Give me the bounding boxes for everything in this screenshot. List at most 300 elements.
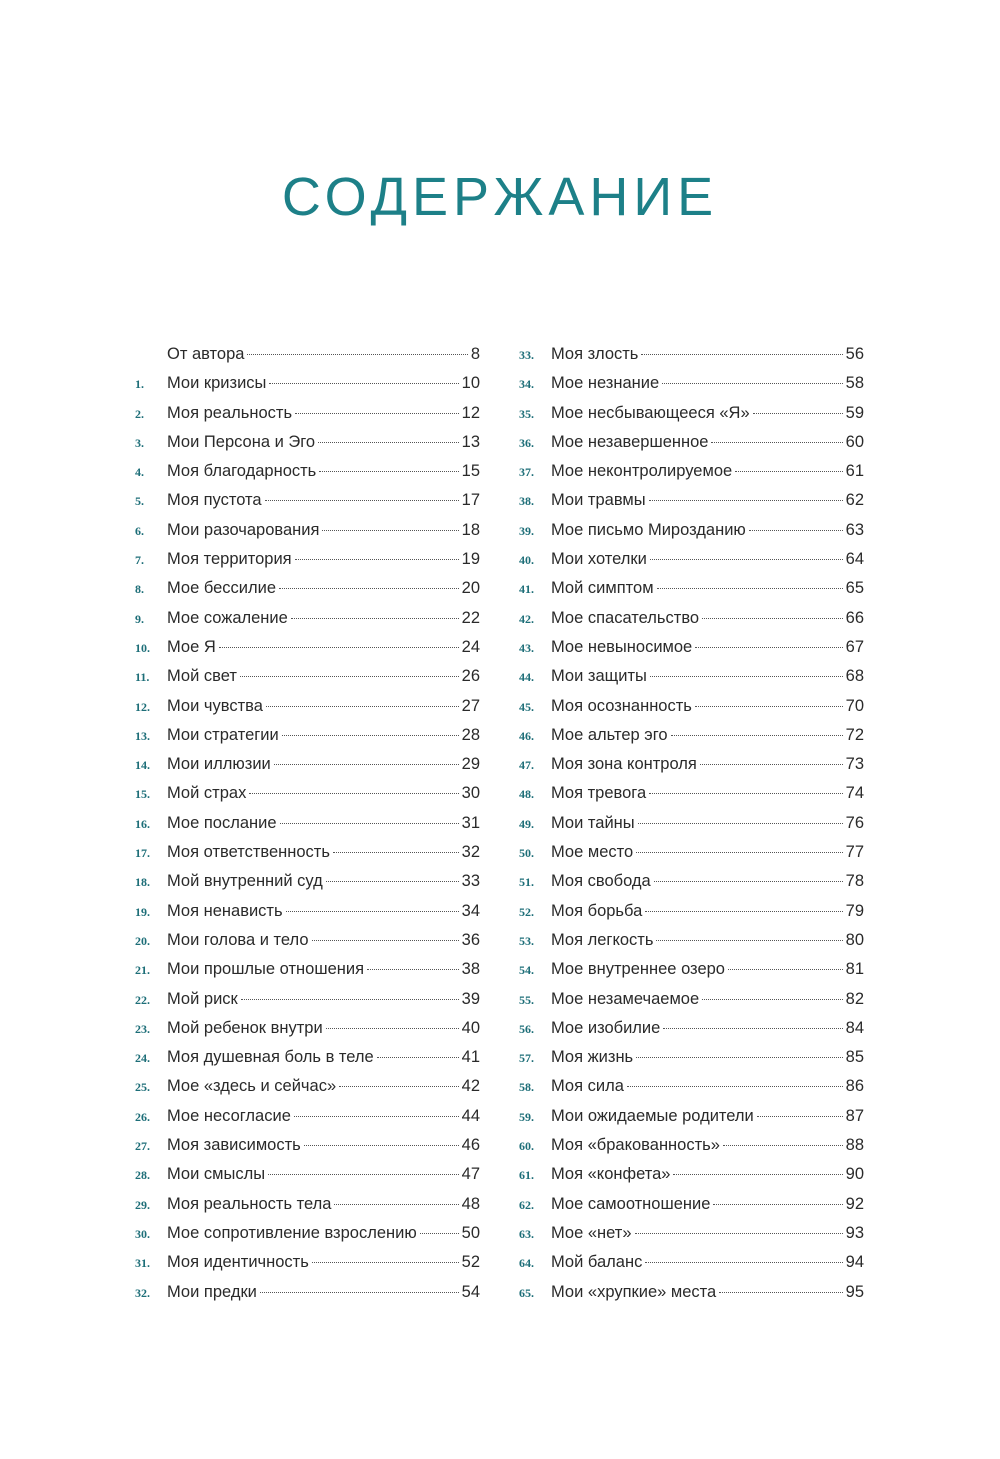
toc-entry-number: 5. — [135, 494, 144, 509]
toc-entry-title: Моя свобода — [551, 872, 651, 891]
toc-entry-title: Моя осознанность — [551, 696, 692, 715]
toc-entry[interactable] — [135, 462, 480, 491]
toc-entry-page: 84 — [845, 1018, 864, 1037]
toc-entry-page: 46 — [461, 1136, 480, 1155]
toc-entry-page: 8 — [470, 345, 480, 363]
toc-entry-title: Мои прошлые отношения — [167, 960, 365, 979]
dot-leader — [723, 1145, 843, 1146]
toc-entry[interactable] — [135, 1283, 480, 1312]
toc-entry-number: 9. — [135, 611, 144, 626]
toc-entry-number: 60. — [519, 1139, 534, 1154]
toc-entry[interactable] — [135, 491, 480, 520]
toc-entry-title: Моя ответственность — [167, 843, 330, 862]
toc-entry-number: 15. — [135, 787, 150, 802]
toc-entry-number: 16. — [135, 816, 150, 831]
toc-entry-title: Мое неконтролируемое — [551, 462, 733, 481]
toc-entry-number: 54. — [519, 963, 534, 978]
toc-entry[interactable] — [135, 814, 480, 843]
dot-leader — [334, 1204, 458, 1205]
toc-entry-number: 51. — [519, 875, 534, 890]
toc-entry-number: 2. — [135, 406, 144, 421]
dot-leader — [420, 1233, 459, 1234]
toc-entry[interactable] — [519, 726, 864, 755]
dot-leader — [312, 1262, 459, 1263]
toc-entry-page: 31 — [461, 813, 480, 832]
toc-entry-page: 86 — [845, 1077, 864, 1096]
toc-entry[interactable] — [519, 404, 864, 433]
toc-entry-title: Мои ожидаемые родители — [551, 1106, 754, 1125]
toc-entry-number: 59. — [519, 1109, 534, 1124]
dot-leader — [641, 354, 842, 355]
toc-entry-page: 13 — [461, 432, 480, 451]
toc-entry-title: Мое спасательство — [551, 608, 700, 627]
toc-entry-title: Моя сила — [551, 1077, 624, 1096]
dot-leader — [295, 559, 459, 560]
toc-entry-page: 88 — [845, 1136, 864, 1155]
toc-entry-number: 17. — [135, 846, 150, 861]
toc-entry-page: 10 — [461, 374, 480, 393]
toc-entry-title: Мои чувства — [167, 696, 263, 715]
toc-entry-page: 60 — [845, 432, 864, 451]
toc-entry-page: 65 — [845, 579, 864, 598]
toc-entry[interactable] — [135, 1077, 480, 1106]
toc-entry-title: От автора — [167, 345, 245, 363]
toc-entry-page: 80 — [845, 930, 864, 949]
dot-leader — [753, 413, 843, 414]
toc-entry-number: 63. — [519, 1226, 534, 1241]
dot-leader — [654, 881, 843, 882]
toc-entry-number: 25. — [135, 1080, 150, 1095]
toc-entry-title: Мое незавершенное — [551, 432, 709, 451]
dot-leader — [367, 969, 459, 970]
toc-entry[interactable] — [519, 990, 864, 1019]
toc-entry-page: 26 — [461, 667, 480, 686]
toc-entry-number: 14. — [135, 758, 150, 773]
toc-entry-title: Мой баланс — [551, 1253, 643, 1272]
dot-leader — [636, 1057, 842, 1058]
toc-entry-title: Моя ненависть — [167, 901, 283, 920]
toc-entry-number: 65. — [519, 1285, 534, 1300]
dot-leader — [656, 940, 842, 941]
toc-entry-title: Мое несбывающееся «Я» — [551, 403, 750, 422]
dot-leader — [280, 823, 459, 824]
toc-entry[interactable] — [135, 902, 480, 931]
dot-leader — [333, 852, 459, 853]
toc-entry[interactable] — [519, 1224, 864, 1253]
toc-entry-number: 36. — [519, 435, 534, 450]
toc-entry-page: 12 — [461, 403, 480, 422]
dot-leader — [322, 530, 458, 531]
toc-entry[interactable] — [519, 697, 864, 726]
toc-entry-title: Мое место — [551, 843, 634, 862]
toc-entry[interactable] — [135, 1019, 480, 1048]
toc-entry[interactable] — [135, 990, 480, 1019]
toc-entry-number: 57. — [519, 1051, 534, 1066]
toc-entry-page: 58 — [845, 374, 864, 393]
toc-entry-number: 38. — [519, 494, 534, 509]
toc-entry-title: Мои «хрупкие» места — [551, 1282, 717, 1301]
toc-entry[interactable] — [519, 872, 864, 901]
toc-entry-page: 61 — [845, 462, 864, 481]
toc-entry[interactable] — [519, 462, 864, 491]
toc-entry-number: 53. — [519, 933, 534, 948]
toc-entry-title: Мое альтер эго — [551, 725, 668, 744]
toc-entry-page: 73 — [845, 755, 864, 774]
toc-entry-title: Мое бессилие — [167, 579, 277, 598]
toc-entry[interactable] — [135, 433, 480, 462]
toc-entry[interactable] — [135, 872, 480, 901]
toc-entry-page: 48 — [461, 1194, 480, 1213]
toc-entry-page: 18 — [461, 520, 480, 539]
toc-entry[interactable] — [135, 521, 480, 550]
dot-leader — [274, 764, 459, 765]
toc-entry-number: 24. — [135, 1051, 150, 1066]
toc-entry-number: 33. — [519, 348, 534, 362]
toc-entry[interactable] — [519, 814, 864, 843]
toc-entry-number: 12. — [135, 699, 150, 714]
toc-entry-number: 46. — [519, 728, 534, 743]
dot-leader — [636, 852, 842, 853]
toc-entry-page: 78 — [845, 872, 864, 891]
toc-entry-title: Моя благодарность — [167, 462, 317, 481]
toc-entry-page: 87 — [845, 1106, 864, 1125]
dot-leader — [266, 706, 459, 707]
toc-entry-number: 48. — [519, 787, 534, 802]
dot-leader — [650, 559, 843, 560]
toc-entry-title: Мои тайны — [551, 813, 635, 832]
dot-leader — [635, 1233, 843, 1234]
toc-left-column — [135, 345, 480, 1312]
toc-entry-number: 42. — [519, 611, 534, 626]
toc-entry-page: 33 — [461, 872, 480, 891]
toc-entry-number: 10. — [135, 640, 150, 655]
toc-entry-title: Мое послание — [167, 813, 277, 832]
toc-entry-number: 56. — [519, 1021, 534, 1036]
toc-entry-title: Моя жизнь — [551, 1048, 634, 1067]
toc-entry-page: 66 — [845, 608, 864, 627]
toc-entry-page: 42 — [461, 1077, 480, 1096]
toc-entry-title: Мое незамечаемое — [551, 989, 700, 1008]
toc-entry-page: 15 — [461, 462, 480, 481]
toc-entry-title: Мой риск — [167, 989, 238, 1008]
toc-entry[interactable] — [519, 1136, 864, 1165]
toc-entry-number: 55. — [519, 992, 534, 1007]
toc-entry-title: Мой страх — [167, 784, 247, 803]
dot-leader — [268, 1174, 459, 1175]
toc-entry-title: Мое Я — [167, 637, 216, 656]
toc-entry[interactable] — [135, 726, 480, 755]
toc-entry-page: 70 — [845, 696, 864, 715]
toc-entry-title: Моя «бракованность» — [551, 1136, 720, 1155]
dot-leader — [700, 764, 843, 765]
toc-entry[interactable] — [135, 1048, 480, 1077]
toc-entry[interactable] — [135, 1253, 480, 1282]
toc-entry-title: Мои хотелки — [551, 550, 647, 569]
toc-entry-page: 39 — [461, 989, 480, 1008]
toc-entry-page: 29 — [461, 755, 480, 774]
toc-entry-title: Моя злость — [551, 345, 639, 363]
toc-entry-page: 34 — [461, 901, 480, 920]
toc-entry-page: 93 — [845, 1223, 864, 1242]
dot-leader — [695, 706, 843, 707]
toc-entry-title: Моя зависимость — [167, 1136, 301, 1155]
toc-entry[interactable] — [135, 1224, 480, 1253]
toc-entry[interactable] — [135, 755, 480, 784]
dot-leader — [219, 647, 459, 648]
toc-entry-number: 22. — [135, 992, 150, 1007]
toc-entry-page: 59 — [845, 403, 864, 422]
dot-leader — [319, 471, 458, 472]
toc-entry-number: 34. — [519, 377, 534, 392]
toc-entry[interactable] — [135, 784, 480, 813]
toc-entry-page: 63 — [845, 520, 864, 539]
toc-entry-page: 56 — [845, 345, 864, 363]
toc-entry-number: 3. — [135, 435, 144, 450]
dot-leader — [247, 354, 467, 355]
toc-entry-number: 18. — [135, 875, 150, 890]
toc-entry-page: 94 — [845, 1253, 864, 1272]
dot-leader — [260, 1292, 459, 1293]
toc-entry-number: 6. — [135, 523, 144, 538]
dot-leader — [295, 413, 459, 414]
toc-entry-number: 20. — [135, 933, 150, 948]
toc-entry-page: 20 — [461, 579, 480, 598]
toc-entry[interactable] — [519, 579, 864, 608]
toc-entry-page: 64 — [845, 550, 864, 569]
toc-entry-title: Мое внутреннее озеро — [551, 960, 725, 979]
toc-entry[interactable] — [519, 1077, 864, 1106]
toc-entry-page: 38 — [461, 960, 480, 979]
dot-leader — [339, 1086, 459, 1087]
toc-entry-number: 30. — [135, 1226, 150, 1241]
toc-entry[interactable] — [519, 931, 864, 960]
toc-entry[interactable] — [519, 521, 864, 550]
toc-entry-number: 41. — [519, 582, 534, 597]
toc-entry-title: Мой внутренний суд — [167, 872, 323, 891]
toc-entry[interactable] — [519, 638, 864, 667]
toc-entry-number: 64. — [519, 1256, 534, 1271]
toc-entry-title: Моя тревога — [551, 784, 647, 803]
toc-entry[interactable] — [519, 960, 864, 989]
toc-entry-title: Мои смыслы — [167, 1165, 266, 1184]
toc-entry-number: 28. — [135, 1168, 150, 1183]
toc-entry-number: 49. — [519, 816, 534, 831]
toc-entry-title: Мои разочарования — [167, 520, 320, 539]
toc-entry-page: 52 — [461, 1253, 480, 1272]
toc-entry[interactable] — [135, 374, 480, 403]
dot-leader — [269, 383, 458, 384]
toc-entry-page: 36 — [461, 930, 480, 949]
toc-entry-page: 22 — [461, 608, 480, 627]
toc-entry-number: 44. — [519, 670, 534, 685]
toc-entry[interactable] — [135, 609, 480, 638]
toc-entry-title: Мои травмы — [551, 491, 646, 510]
toc-entry-page: 90 — [845, 1165, 864, 1184]
toc-entry-title: Мои иллюзии — [167, 755, 271, 774]
toc-entry[interactable] — [519, 784, 864, 813]
toc-entry-number: 35. — [519, 406, 534, 421]
toc-entry-title: Мои предки — [167, 1282, 257, 1301]
toc-entry-number: 39. — [519, 523, 534, 538]
dot-leader — [719, 1292, 842, 1293]
toc-entry-title: Мой симптом — [551, 579, 654, 598]
toc-entry[interactable] — [519, 1195, 864, 1224]
dot-leader — [304, 1145, 459, 1146]
toc-entry-title: Мое изобилие — [551, 1018, 661, 1037]
dot-leader — [728, 969, 843, 970]
toc-entry-number: 8. — [135, 582, 144, 597]
dot-leader — [627, 1086, 843, 1087]
dot-leader — [265, 500, 459, 501]
dot-leader — [326, 1028, 459, 1029]
toc-entry[interactable] — [519, 1283, 864, 1312]
toc-entry-title: Моя душевная боль в теле — [167, 1048, 374, 1067]
toc-entry-number: 23. — [135, 1021, 150, 1036]
toc-entry[interactable] — [135, 843, 480, 872]
dot-leader — [662, 383, 842, 384]
dot-leader — [286, 911, 459, 912]
toc-entry-title: Мое несогласие — [167, 1106, 291, 1125]
dot-leader — [673, 1174, 842, 1175]
toc-entry[interactable] — [135, 404, 480, 433]
toc-entry-page: 68 — [845, 667, 864, 686]
toc-entry-number: 32. — [135, 1285, 150, 1300]
toc-entry[interactable] — [519, 1165, 864, 1194]
toc-entry-page: 54 — [461, 1282, 480, 1301]
toc-entry[interactable] — [519, 843, 864, 872]
toc-entry-page: 67 — [845, 637, 864, 656]
dot-leader — [291, 618, 459, 619]
toc-entry-number: 29. — [135, 1197, 150, 1212]
toc-entry-page: 27 — [461, 696, 480, 715]
toc-entry[interactable] — [135, 345, 480, 374]
toc-entry[interactable] — [519, 667, 864, 696]
toc-entry[interactable] — [519, 374, 864, 403]
toc-entry[interactable] — [519, 433, 864, 462]
toc-entry-title: Мои стратегии — [167, 725, 279, 744]
toc-entry[interactable] — [135, 638, 480, 667]
toc-entry-number: 43. — [519, 640, 534, 655]
toc-entry-page: 79 — [845, 901, 864, 920]
toc-entry-page: 19 — [461, 550, 480, 569]
toc-entry-page: 81 — [845, 960, 864, 979]
dot-leader — [749, 530, 843, 531]
toc-entry-title: Моя борьба — [551, 901, 643, 920]
toc-entry[interactable] — [519, 902, 864, 931]
toc-entry-number: 50. — [519, 846, 534, 861]
toc-entry[interactable] — [135, 1165, 480, 1194]
toc-entry-page: 47 — [461, 1165, 480, 1184]
toc-entry[interactable] — [519, 609, 864, 638]
toc-entry[interactable] — [135, 960, 480, 989]
toc-entry[interactable] — [519, 345, 864, 374]
dot-leader — [312, 940, 459, 941]
toc-entry[interactable] — [135, 550, 480, 579]
dot-leader — [377, 1057, 459, 1058]
toc-entry-title: Мои голова и тело — [167, 930, 309, 949]
dot-leader — [649, 793, 843, 794]
dot-leader — [318, 442, 459, 443]
toc-entry[interactable] — [519, 755, 864, 784]
toc-entry-title: Мое «здесь и сейчас» — [167, 1077, 337, 1096]
toc-entry-page: 92 — [845, 1194, 864, 1213]
dot-leader — [663, 1028, 842, 1029]
dot-leader — [241, 999, 459, 1000]
toc-entry-number: 13. — [135, 728, 150, 743]
toc-entry-title: Мое самоотношение — [551, 1194, 711, 1213]
toc-entry[interactable] — [135, 1136, 480, 1165]
toc-entry-title: Моя реальность — [167, 403, 293, 422]
toc-entry[interactable] — [135, 1107, 480, 1136]
toc-entry-page: 62 — [845, 491, 864, 510]
dot-leader — [713, 1204, 842, 1205]
dot-leader — [702, 618, 843, 619]
toc-entry-page: 41 — [461, 1048, 480, 1067]
dot-leader — [645, 1262, 842, 1263]
dot-leader — [650, 676, 843, 677]
toc-entry[interactable] — [519, 550, 864, 579]
toc-entry-page: 30 — [461, 784, 480, 803]
toc-entry[interactable] — [135, 667, 480, 696]
toc-right-column — [519, 345, 864, 1312]
toc-entry-page: 82 — [845, 989, 864, 1008]
toc-entry-title: Мой свет — [167, 667, 237, 686]
toc-entry-title: Мое письмо Мирозданию — [551, 520, 746, 539]
toc-entry[interactable] — [519, 491, 864, 520]
toc-entry-page: 40 — [461, 1018, 480, 1037]
toc-entry-page: 85 — [845, 1048, 864, 1067]
dot-leader — [695, 647, 842, 648]
toc-entry-number: 11. — [135, 670, 150, 685]
toc-entry-title: Мои Персона и Эго — [167, 432, 316, 451]
toc-entry-number: 27. — [135, 1139, 150, 1154]
toc-entry-number: 37. — [519, 465, 534, 480]
toc-entry-number: 62. — [519, 1197, 534, 1212]
toc-entry-number: 26. — [135, 1109, 150, 1124]
toc-entry[interactable] — [519, 1253, 864, 1282]
toc-entry-page: 44 — [461, 1106, 480, 1125]
toc-entry[interactable] — [135, 1195, 480, 1224]
toc-entry[interactable] — [135, 579, 480, 608]
toc-entry-title: Мое невыносимое — [551, 637, 693, 656]
toc-entry-number: 45. — [519, 699, 534, 714]
toc-entry-number: 7. — [135, 553, 144, 568]
dot-leader — [240, 676, 459, 677]
toc-entry-title: Мое незнание — [551, 374, 660, 393]
toc-entry-number: 47. — [519, 758, 534, 773]
dot-leader — [657, 588, 843, 589]
toc-entry-title: Мое сопротивление взрослению — [167, 1223, 417, 1242]
toc-entry-number: 21. — [135, 963, 150, 978]
page-title: СОДЕРЖАНИЕ — [281, 167, 719, 228]
toc-entry[interactable] — [519, 1107, 864, 1136]
toc-entry-title: Моя реальность тела — [167, 1194, 332, 1213]
dot-leader — [757, 1116, 843, 1117]
toc-entry-page: 77 — [845, 843, 864, 862]
dot-leader — [282, 735, 459, 736]
toc-entry[interactable] — [519, 1019, 864, 1048]
dot-leader — [638, 823, 843, 824]
toc-entry-number: 1. — [135, 377, 144, 392]
toc-entry-title: Мои кризисы — [167, 374, 267, 393]
toc-entry-title: Моя пустота — [167, 491, 262, 510]
toc-entry-number: 58. — [519, 1080, 534, 1095]
toc-entry[interactable] — [519, 1048, 864, 1077]
toc-entry-title: Мое сожаление — [167, 608, 288, 627]
toc-entry[interactable] — [135, 931, 480, 960]
toc-entry[interactable] — [135, 697, 480, 726]
toc-entry-number: 4. — [135, 465, 144, 480]
